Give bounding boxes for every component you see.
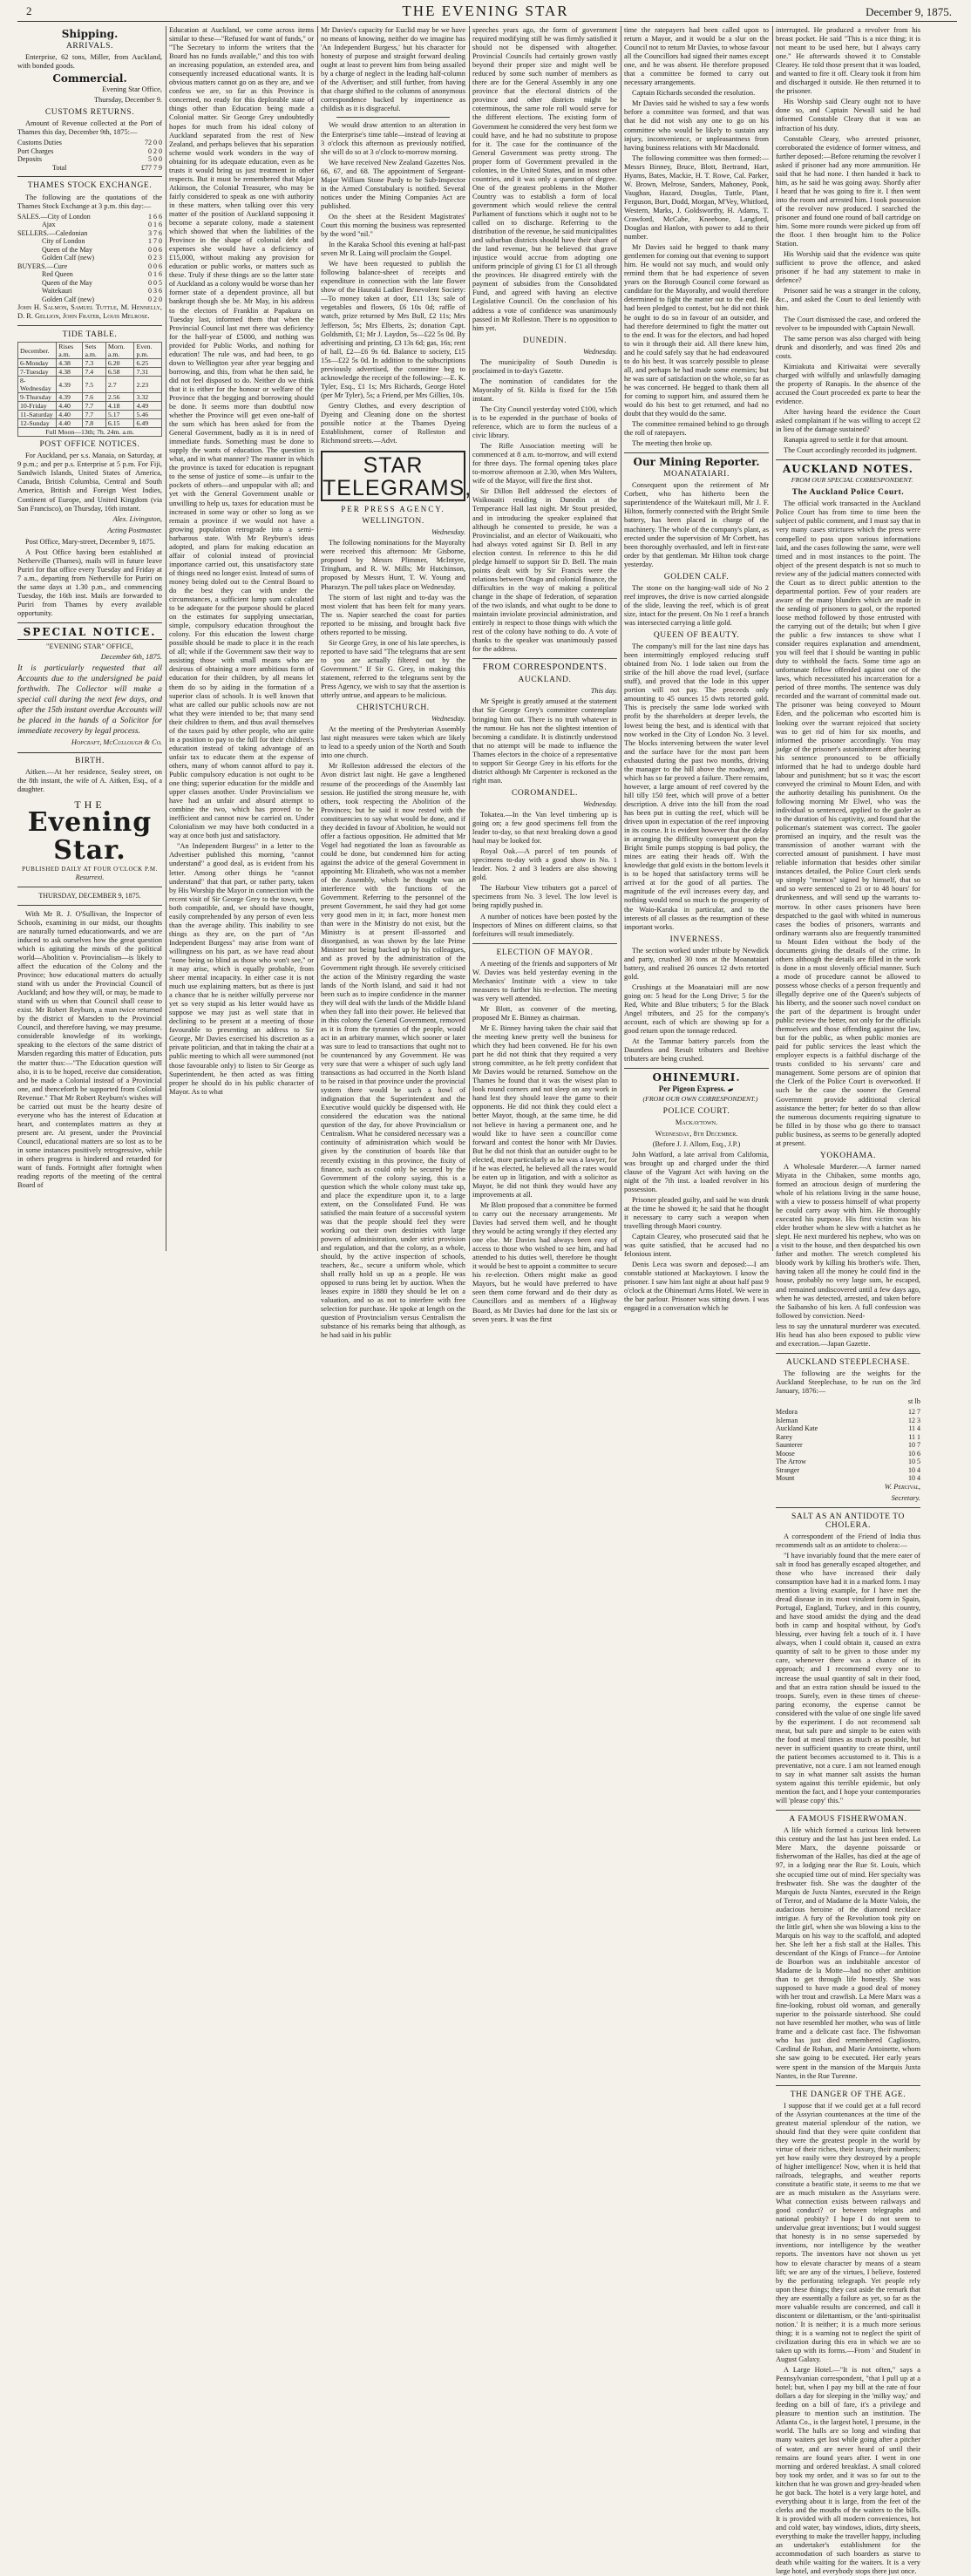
divider xyxy=(17,325,162,326)
table-row xyxy=(17,139,162,147)
court-paragraph: Denis Leca was sworn and deposed:—I am constable stationed at Mackaytown. I know the prisoner. I saw him last night at about half past 9 o'clock at the Ohinemuri Arms Hotel. We were in the bar parlour. Prisoner was sitting down. I was engaged in a conversation which he xyxy=(624,1261,769,1313)
court-paragraph: The same person was also charged with being drunk and disorderly, and was fined 20s and costs. xyxy=(776,334,920,360)
ohinemuri-byline-text: Per Pigeon Express. xyxy=(658,1084,726,1094)
yokohama-heading: YOKOHAMA. xyxy=(819,1151,877,1160)
tide-cell: 2.7 xyxy=(105,377,134,393)
christchurch-day: Wednesday. xyxy=(431,715,465,724)
horse-weight: 10 4 xyxy=(908,1465,920,1474)
election-paragraph: The committee remained behind to go through the roll of ratepayers. xyxy=(624,420,769,438)
table-row xyxy=(776,1466,920,1475)
divider xyxy=(17,622,162,623)
election-paragraph: Mr Davies said he wished to say a few words before a committee was formed, and that was that he did not wish any one to go on his committee who would be likely to sustain any injury, inconvenience, or unpleasantness from having business relations with Mr Macdonald. xyxy=(624,99,769,152)
court-paragraph: interrupted. He produced a revolver from his breast pocket. He said "This is a nice thing; it is not meant to be used here, but I always carry one." He afterwards showed it to Constable Clearey. He told those present that it was loaded, and wanted to fire it off. Cleary took it from him and discharged it outside. He then returned it to the prisoner. xyxy=(776,26,920,96)
divider xyxy=(624,1068,769,1069)
ohinemuri-from: (FROM OUR OWN CORRESPONDENT.) xyxy=(642,1095,758,1104)
customs-total: £77 7 9 xyxy=(141,163,162,172)
horse-name: Rarey xyxy=(776,1432,793,1441)
court-paragraph: Captain Clearey, who prosecuted said that he was quite satisfied, that he accused had no felonious intent. xyxy=(624,1233,769,1259)
wellington-heading: WELLINGTON. xyxy=(362,517,424,527)
horse-weight: 12 3 xyxy=(908,1416,920,1424)
special-notice xyxy=(17,639,162,753)
table-row xyxy=(18,428,162,437)
court-paragraph: His Worship said that the evidence was quite sufficient to prove the offence, and asked prisoner if he had any statement to make in defence? xyxy=(776,250,920,285)
table-row xyxy=(18,393,162,402)
horse-name: Stranger xyxy=(776,1465,800,1474)
court-paragraph: Prisoner said he was a stranger in the colony, &c., and asked the Court to deal leniently with him. xyxy=(776,287,920,313)
telegram-paragraph: Sir George Grey, in one of his late speeches, is reported to have said "The telegrams that are sent to you are actually filtered out by the Government." If Sir G. Grey, in making this statement, referred to the telegrams sent by the Press Agency, we wish to say that the assertion is utterly untrue, and appears to be malicious. xyxy=(321,638,465,700)
divider xyxy=(472,943,617,944)
stock-name: Ajax xyxy=(42,221,56,229)
yokohama-paragraph: A Wholesale Murderer.—A farmer named Miyata in the Chibaken, some months ago, formed an atrocious design of murdering the whole of his relations living in the same house, with a view to possess himself of what property he could carry away with him. He thoroughly executed his purpose. His first victim was his elder brother whom he slew with a hatchet as he slept. He next murdered his nephew, who was on a visit to the house, and then despatched his own father and mother. The wretch completed his bloody work by killing his brother's wife. Then, having taken all the money he could find in the house, probably no very large sum, he escaped, and remained undiscovered until a few days ago, when he was detected, arrested, and taken before the Saibansho of his ken. A full confession was followed by conviction. Need- xyxy=(776,1162,920,1320)
telegram-paragraph: The Rifle Association meeting will be commenced at 8 a.m. to-morrow, and will extend for three days. The formal opening takes place to-morrow afternoon at 2.30, when Mrs Walters, wife of the Mayor, will fire the first shot. xyxy=(472,442,617,486)
news-paragraph: We have been requested to publish the following balance-sheet of receipts and expenditure in connection with the late flower show of the Hauraki Ladies' Benevolent Society:—To money taken at door, £11 13s; sale of vegetables and flowers, £6 10s 0d; raffle of watch, prize returned by Mrs Bull, £2 11s; Mrs Jefferson, 5s; Mrs Elberts, 2s; donation Capt. Goldsmith, £1; Mr J. Laydon, 5s—£22 5s 0d. By advertising and printing, £3 13s 6d; gas, 16s; rent of hall, £2—£6 9s 6d. Balance to society, £15 15s—£22 5s 0d. In addition to the subscriptions previously advertised, the committee beg to acknowledge the receipt of the following:—E. K. Tyler, Esq., £1 1s; Mrs Richards, George Hotel (per Mr Tyler), 5s; a Friend, per Mrs Gillies, 10s. xyxy=(321,260,465,399)
tide-cell: 4.40 xyxy=(57,419,83,428)
exchange-intro: The following are the quotations of the Thames Stock Exchange at 3 p.m. this day:— xyxy=(17,193,162,210)
table-row xyxy=(776,1417,920,1425)
dunedin-day: Wednesday. xyxy=(583,347,617,356)
post-notice-2: A Post Office having been established at Netherville (Thames), mails will in future leave Puriri for that office every Tuesday and Friday at 7 a.m., departing from Netherville for Puriri on the same days at 1.30 p.m., and commencing Tuesday, the 16th inst. Mails are forwarded to Puriri from Thames by every available opportunity. xyxy=(17,547,162,618)
table-header-row xyxy=(18,343,162,359)
horse-name: Medora xyxy=(776,1408,798,1417)
table-row xyxy=(18,411,162,419)
horse-weight: 10 4 xyxy=(908,1474,920,1483)
divider xyxy=(776,1353,920,1354)
stock-name: City of London xyxy=(42,237,85,246)
telegram-paragraph: The following nominations for the Mayoralty were received this afternoon: Mr Gisborne, proposed by Messrs Plimmer, McIntyre, Tringham, and R. W. Mills; Mr Hutchinson, proposed by Messrs Hunt, T. W. Young and Pharazyn. The poll takes place on Wednesday. xyxy=(321,539,465,591)
tide-col-header: Morn. a.m. xyxy=(105,343,134,359)
telegrams-title: STAR TELEGRAMS, xyxy=(323,453,472,501)
table-row xyxy=(17,213,162,221)
tide-cell: 5.17 xyxy=(105,411,134,419)
column-6 xyxy=(776,26,957,2576)
office-line: Evening Star Office, xyxy=(102,85,162,94)
tide-cell: 7.3 xyxy=(83,359,105,368)
table-row xyxy=(17,254,162,262)
golden-calf-heading: GOLDEN CALF. xyxy=(663,572,730,581)
tide-col-header: Even. p.m. xyxy=(134,343,162,359)
auckland-notes-heading: AUCKLAND NOTES. xyxy=(783,463,913,476)
fisherwoman-paragraph: A life which formed a curious link between this century and the last has just been ended. La Mere Marx, the dayenne poissarde or fisherwoman of the Halles, has died at the age of 97, in a lodging near the Rue St. Louis, which she occupied time out of mind. Her specialty was freshwater fish. She was the daughter of the Marquis de Juxta Nantes, executed in the Reign of Terror, and of Madame de la Motte Valois, the audacious heroine of the diamond necklace intrigue. A fury of the Revolution took pity on the little girl, when she was blowing a kiss to the Marquis on his way to the scaffold, and adopted her. She left her a fish stall at the Halles. This descendant of the Kings of France—for Antoine de Bourbon was an indubitable ancestor of Madame de la Motte—had no other ambition than to get through life honestly. She was supposed to have made a good deal of money with her trout and crawfish. La Mere Marx was a fine-looking, robust old woman, and generally superior to the poissarde sisterhood. She could not have resembled her mother, who was of little frame and a delicate cast face. The fishwoman who has just died remembered Cagliostro, Cardinal de Rohan, and Marie Antoinette, whom she saw going to be executed. Her early years were spent in the mansion of the Marquis Juxta Nantes, in the Rue Turenne. xyxy=(776,1826,920,2080)
queen-of-beauty-heading: QUEEN OF BEAUTY. xyxy=(653,631,740,641)
court-paragraph: John Watford, a late arrival from California, was brought up and charged under the third clause of the Vagrant Act with having on the night of the 7th inst. a loaded revolver in his possession. xyxy=(624,1150,769,1193)
mining-paragraph: Consequent upon the retirement of Mr Corbett, who has hitherto been the superintendence of the Waitekauri mill, Mr J. F. Hilton, formerly connected with the Bright Smile battery, has been placed in charge of the machinery. The whole of the company's plant, as erected under the supervision of Mr Corbett, has been thoroughly overhauled, and left in first-rate order by that gentleman. Mr Hilton took charge yesterday. xyxy=(624,481,769,568)
auckland-day: This day. xyxy=(590,687,617,696)
column-3 xyxy=(321,26,472,1340)
customs-value: 0 2 0 xyxy=(148,146,162,155)
election-paragraph: Mr Blott, as convener of the meeting, proposed Mr E. Binney as chairman. xyxy=(472,1004,617,1022)
court-paragraph: Ranapia agreed to settle it for that amount. xyxy=(784,436,908,445)
tide-cell: 2.56 xyxy=(105,393,134,402)
tide-cell: 12-Sunday xyxy=(18,419,57,428)
police-court-heading: POLICE COURT. xyxy=(662,1107,730,1117)
auckland-notes-from: FROM OUR SPECIAL CORRESPONDENT. xyxy=(791,476,913,485)
stock-name: Waitekauri xyxy=(42,287,72,296)
telegram-paragraph: The storm of last night and to-day was the most violent that has been felt for many years. The ss. Napier searched the coast for parties reported to be missing, and brought back five others reported to be missing. xyxy=(321,593,465,636)
tide-cell: 6.25 xyxy=(134,359,162,368)
shipping-heading: Shipping. xyxy=(61,28,119,40)
telegrams-banner xyxy=(321,451,472,501)
steeplechase-intro: The following are the weights for the Auckland Steeplechase, to be run on the 3rd January, 1876:— xyxy=(776,1369,920,1395)
table-row xyxy=(776,1424,920,1433)
customs-value: 72 0 0 xyxy=(145,139,162,147)
election-paragraph: A meeting of the friends and supporters of Mr W. Davies was held yesterday evening in the Mechanics' Institute with a view to take measures to further his re-election. The meeting was very well attended. xyxy=(472,959,617,1003)
tide-cell: 7.7 xyxy=(83,402,105,411)
tide-cell: 10-Friday xyxy=(18,402,57,411)
mining-paragraph: The section worked under tribute by Newdick and party, crushed 30 tons at the Moanataiari battery, and realised 26 ounces 12 dwts retorted gold. xyxy=(624,946,769,981)
tide-col-header: Rises a.m. xyxy=(57,343,83,359)
news-paragraph: In the Karaka School this evening at half-past seven Mr R. Laing will proclaim the Gospel. xyxy=(321,241,465,258)
stock-price: 0 3 6 xyxy=(148,287,162,296)
ohinemuri-byline xyxy=(624,1084,769,1093)
telegram-paragraph: The City Council yesterday voted £100, which is to be expended in the purchase of books of reference, which are to form the nucleus of a civic library. xyxy=(472,404,617,440)
issue-date: December 9, 1875. xyxy=(866,5,952,18)
tide-cell: 7.31 xyxy=(134,368,162,377)
mining-reporter-heading: Our Mining Reporter. xyxy=(633,456,760,469)
tide-cell: 2.23 xyxy=(134,377,162,393)
stock-price: 0 0 6 xyxy=(148,245,162,254)
tide-footnote: Full Moon—13th; 7h. 24m. a.m. xyxy=(18,428,162,437)
coromandel-day: Wednesday. xyxy=(583,799,617,808)
hotel-paragraph: A Large Hotel.—"It is not often," says a Pennsylvanian correspondent, "that I pull up at a hotel; but, when I pay my bill at the rate of four dollars a day for sleeping in the 'milky way,' and feeding on a bill of fare, it's a privilege and pleasure to mention such an institution. The Atlanta Co., is the largest hotel, I presume, in the world. The halls are so long and winding that many waiters get lost while going after a pitcher of water, and are never heard of until their remains are found years after. I went in one morning and ordered breakfast. A small colored boy took my order, and it was so far out to the kitchen that he was grown and grey-headed when he got back. The hotel is a very large hotel, and everything about it is large, from the feet of the clerks and the mouths of the waiters to the bills. It is provided with all modern conveniences, hot and cold water, bay windows, idiots, dirty sheets, everything to make the traveller happy, including an undertaker's establishment for the accommodation of such boarders as starve to death while waiting for the waiters. It is a very large hotel, and everybody stops there just once. xyxy=(776,2366,920,2576)
court-paragraph: After having heard the evidence the Court asked complainant if he was willing to accept £2 in lieu of the damage sustained? xyxy=(776,407,920,434)
tide-cell: 7.4 xyxy=(83,368,105,377)
table-row xyxy=(17,246,162,255)
telegram-paragraph: The nomination of candidates for the Mayoralty of St. Kilda is fixed for the 15th instant. xyxy=(472,377,617,403)
divider xyxy=(776,2085,920,2086)
table-row xyxy=(18,359,162,368)
court-continuation xyxy=(776,26,920,2576)
table-row xyxy=(17,270,162,279)
divider xyxy=(472,658,617,659)
fisherwoman-heading: A FAMOUS FISHERWOMAN. xyxy=(789,1815,907,1825)
tide-cell: 6.20 xyxy=(105,359,134,368)
post-signature-title: Acting Postmaster. xyxy=(107,526,162,534)
horse-name: Auckland Kate xyxy=(776,1424,818,1433)
divider xyxy=(17,176,162,177)
tide-cell: 6-Monday xyxy=(18,359,57,368)
divider xyxy=(776,459,920,460)
post-signature: Alex. Livingston, xyxy=(112,514,162,523)
column-2 xyxy=(169,26,314,1251)
election-paragraph: Captain Richards seconded the resolution. xyxy=(632,89,756,98)
election-paragraph: time the ratepayers had been called upon to return a Mayor, and it would be a slur on the Council not to return Mr Davies, to whose favour all the Councillors had signed their names except one, and he was absent. He therefore proposed that a committee be formed to carry out necessary arrangements. xyxy=(624,26,769,87)
moanataiari-heading: MOANATAIARI. xyxy=(663,470,730,479)
news-paragraph: We would draw attention to an alteration in the Enterprise's time table—instead of leaving at 3 o'clock this afternoon as previously notified, she will do so at 3 o'clock to-morrow morning. xyxy=(321,121,465,156)
tide-cell: 7.5 xyxy=(83,377,105,393)
election-paragraph: Mr Davies said he begged to thank many gentlemen for coming out that evening to support him. He would not say much, and would only remind them that he had experience of seven years on the Borough Council come forward as candidate for the Mayoralty, and would therefore determined to fight the matter out to the end. He had been pledged to contest, but he did not think he ought to do so in favour of an outsider, and had therefore determined to fight the matter out to the end. It was for the electors, and had hoped to win it through their aid. All there knew him, and he could safely say that he had endeavoured to do his best. It was scarcely possible to please all, and perhaps he had made some enemies; but he was sure of satisfaction on the whole, so far as he was concerned. He begged to thank them all for coming to support him, and assured them he would do his best to get returned, and had no doubt that they would do the same. xyxy=(624,243,769,418)
salt-heading: SALT AS AN ANTIDOTE TO CHOLERA. xyxy=(791,1512,906,1530)
stock-price: 0 2 3 xyxy=(148,254,162,262)
stock-price: 1 6 6 xyxy=(148,212,162,221)
tide-cell: 6.49 xyxy=(134,419,162,428)
steeplechase-signature-title: Secretary. xyxy=(891,1493,920,1502)
pigeon-icon xyxy=(727,1086,734,1093)
nameplate-the: THE xyxy=(74,798,105,811)
stock-price: 1 7 0 xyxy=(148,237,162,246)
masthead-rule xyxy=(17,21,957,22)
horse-name: Saunterer xyxy=(776,1441,803,1450)
tide-cell: 4.38 xyxy=(57,368,83,377)
special-notice-heading: SPECIAL NOTICE. xyxy=(23,626,157,639)
newspaper-title: THE EVENING STAR xyxy=(402,3,569,19)
customs-heading: CUSTOMS RETURNS. xyxy=(44,108,135,118)
mining-paragraph: At the Tammar battery parcels from the Dauntless and Result tributers and Beehive tributers are being crushed. xyxy=(624,1037,769,1064)
horse-name: Isleman xyxy=(776,1416,798,1424)
tide-col-header: December. xyxy=(18,343,57,359)
birth-notice: Aitken.—At her residence, Sealey street, on the 8th instant, the wife of A. Aitken, Esq., of a daughter. xyxy=(17,768,162,794)
page-number: 2 xyxy=(26,4,32,17)
horse-name: The Arrow xyxy=(776,1458,806,1466)
customs-label: Deposits xyxy=(17,155,42,164)
editorial-paragraph: "An Independent Burgess" in a letter to the Advertiser published this morning, "cannot understand" a good deal, as is evident from his letter. Among other things he "cannot understand" that that part, or rather party, taken by His Worship the Mayor in connection with the recent visit of Sir George Grey to the town, were both compatible, and, we should have thought, easily comprehended by any person of even less than the average ability. This inability to see things as they are, on the part of "An Independent Burgess" may arise from want of willingness on his part, as we have read about "none being so blind as those who won't see," or it may arise, which is equally probable, from sheer mental incapacity. In either case it is not much use explaining matters, but as there is just a chance that he is neither wilfully perverse nor yet so very stupid as his letter would have us suppose we may just as well state that in declining to be present at a meeting of those favourable to presenting an address to Sir George, Mr Davies exercised his discretion as a private politician, and that in taking the chair at a public meeting to which all were summoned (not those favourable only) to listen to Sir George as Superintendent, he then acted as was fitting proper he should do in his public character of Mayor. As to what xyxy=(169,842,314,1096)
table-row xyxy=(17,147,162,156)
tide-cell: 9-Thursday xyxy=(18,393,57,402)
auckland-heading: AUCKLAND. xyxy=(518,676,572,685)
tide-cell: 7.8 xyxy=(83,419,105,428)
post-notice-1: For Auckland, per s.s. Manaia, on Saturday, at 9 p.m.; and per p.s. Enterprise at 5 p.m. For Fiji, Sandwich Islands, United States of America, Canada, British Columbia, Central and South America, British and Foreign West Indies, Continent of Europe, and United Kingdom (via San Francisco), on Thursday, 16th instant. xyxy=(17,452,162,513)
stock-price: 0 0 5 xyxy=(148,278,162,287)
tide-cell: 4.18 xyxy=(105,402,134,411)
tide-cell: 7.6 xyxy=(83,393,105,402)
customs-total-label: Total xyxy=(52,163,67,172)
tide-cell: 6.15 xyxy=(105,419,134,428)
divider xyxy=(776,1810,920,1811)
divider xyxy=(336,117,450,118)
news-paragraph: On the sheet at the Resident Magistrates' Court this morning the business was represented by the word "nil." xyxy=(321,212,465,239)
table-row xyxy=(776,1458,920,1466)
tide-cell: 4.40 xyxy=(57,402,83,411)
stock-name: BUYERS.—Cure xyxy=(17,262,68,270)
notes-paragraph: The official work transacted in the Auckland Police Court has from time to time been the subject of public comment, and I must say that in very many cases strictures which the press were compelled to pass upon various informations laid, and the cases following the same, were well timed and in most instances to the point. The object of the present despatch is not so much to review any of the judicial matters connected with the Court as to direct public attention to the departmental portion. Few of your readers are aware of the many blunders which are made in the sending of prisoners to gaol, or the reported loose method followed by those entrusted with the carrying out of the details; but when I give the public a few instances to show what I consider requires explanation and amendment, you will feel that I should be wanting in public duty to withhold the facts. Some time ago an unfortunate fellow offended against one of the laws, which necessitated his incarceration for a period of three months. The sentence was duly recorded and the warrant of committal made out. The prisoner was being conveyed to Mount Eden, and the policeman who escorted him is looking over the warrant rejoiced that society was to get rid of him for six months, and informed the prisoner accordingly. You may judge of the prisoner's astonishment after hearing his sentence pronounced to be officially informed that he had to undergo double hard labour and punishment; but so it was; the escort conveyed the criminal to Mount Eden, and with the authority detailing his punishment. On the following morning Mr Elwel, who was the individual so sentenced, applied to the gaoler as to the duration of his captivity, and found that the policeman's statement was correct. The gaoler promised an inquiry, and the result was the transmission of another warrant with the corrected amount of punishment. I have most reliable information that besides other similar instances detailed, the Police Court clerk sends up simply "memos" signed by himself, that so and so were sentenced to 21 or to 48 hours' for drunkenness, and will send up the warrants to-morrow. In other cases prisoners have been despatched to the gaol with whited in numerous cases the bodies of prisoners, warrants and ordinary warrants also are frequently transmitted to Mount Eden without the body of the documents giving the details of the crime. In others although the details are filled in the work is done in a most slovenly official manner. Such a mode of procedure cannot be allowed to possess whose checks of a person frequently and illegally deprive one of the Queen's subjects of his liberty, and the sooner such novel conduct on the part of the department is brought under public review the better, not only for the officials themselves and those offending against the law, but for the public, as when public monies are paid for public services the least which the employer expects is a faithful discharge of the trusts confided to his servants' care and management. Some persons are of opinion that the Clerk of the Police Court is overworked. If such be the case the sooner the General Government provide additional clerical assistance the better; for better do so than allow the numerous documents requiring signature to be filled in by those who go there to transact public business, as seems to be generally adopted at present. xyxy=(776,500,920,1147)
correspondent-paragraph: Mr Speight is greatly amused at the statement that Sir George Grey's committee contemplate bringing him out. There is no truth whatever in the rumour. He has not the slightest intention of becoming a candidate. It is distinctly understood that no attempt will be made to influence the Thames electors in the choice of a representative to support Sir George Grey in his efforts for the district although Mr Carpenter is reckoned as the right man. xyxy=(472,697,617,785)
masthead xyxy=(0,0,971,23)
column-5 xyxy=(624,26,769,1313)
column-4 xyxy=(472,26,617,1323)
editorial-paragraph: With Mr R. J. O'Sullivan, the Inspector of Schools, examining in our midst, our thoughts are naturally turned educationwards, and we are induced to ask ourselves how the great question which is agitating the minds of the political world—Abolition v. Provincialism—is likely to affect the education of the Colony and the Province; how educational matters do actually stand with us under the Provincial Council of Auckland; and how they will, or may, be made to stand with us when that Council shall cease to exist. Mr Robert Reyburn, a man twice returned by the district of Marsden to the Provincial Council, and therefore having, we may presume, considerable knowledge of its workings, speaking to the electors of the same district of Marsden regarding this matter of Education, puts the matter thus:—"The Education question will also, it is to be hoped, receive due consideration, and be made a Colonial instead of a Provincial one, and thenceforth be supported from Colonial Revenue." That Mr Robert Reyburn's wishes will be carried out must be the hearty desire of everyone who has the interest of Education at heart, and contemplates matters as they at present are. At present, under the Provincial Council, educational matters are so lost as to be in some instances positively retrogressive, while in others progress is hindered and retarded for want of funds. Fortnight after fortnight when reading reports of the meeting of the central Board of xyxy=(17,909,162,1190)
stock-price: 0 1 6 xyxy=(148,221,162,229)
tide-cell: 4.39 xyxy=(57,393,83,402)
tide-cell: 4.38 xyxy=(57,359,83,368)
court-paragraph: Prisoner pleaded guilty, and said he was drunk at the time he showed it; he said that he thought it necessary to carry such a weapon when travelling through Maori country. xyxy=(624,1195,769,1230)
news-paragraph: Mr Davies's capacity for Euclid may be we have no means of knowing, neither do we imagine has 'An Independent Burgess,' but his character for honesty of purpose and straight forward dealing ought at least to prevent him from being assailed by a charge of neglect in the leading half-column of the Advertiser; and still further, from having that charge shifted to the columns of anonymous correspondence backed by impertinence as childish as it is disgraceful. xyxy=(321,26,465,113)
table-row xyxy=(17,229,162,238)
stock-name: SELLERS.—Caledonian xyxy=(17,228,88,237)
court-paragraph: His Worship said Cleary ought not to have done so, and Captain Newall said he had informed Constable Cleary that it was an infraction of his duty. xyxy=(776,98,920,133)
table-row xyxy=(776,1474,920,1483)
divider xyxy=(624,452,769,453)
table-row xyxy=(17,262,162,271)
stock-name: Queen of the May xyxy=(42,278,92,287)
special-notice-signature: Hopcraft, McCullough & Co. xyxy=(71,738,162,747)
wellington-day: Wednesday. xyxy=(431,528,465,537)
correspondents-heading: FROM CORRESPONDENTS. xyxy=(482,663,608,673)
mining-paragraph: Crushings at the Moanataiari mill are now going on: 5 head for the Long Drive; 5 for the Red, White and Blue tributers; 5 for the Black Angel tributers, and 25 for the company's account, each of which are showing up for a good return upon the tonnage reduced. xyxy=(624,982,769,1036)
advertisement: Gentry Clothes, and every description of Dyeing and Cleaning done on the shortest possible notice at the Thames Dyeing Establishment, corner of Rolleston and Richmond streets.—Advt. xyxy=(321,401,465,445)
horse-weight: 11 4 xyxy=(908,1424,920,1433)
brokers: John H. Salmon, Samuel Tuttle, M. Hennelly, D. R. Gellion, John Frater, Louis Melrose. xyxy=(17,303,162,321)
dunedin-heading: DUNEDIN. xyxy=(522,336,567,345)
steeplechase-signature: W. Percival, xyxy=(884,1482,920,1491)
horse-weight: 12 7 xyxy=(908,1408,920,1417)
special-notice-date: December 6th, 1875. xyxy=(100,653,162,662)
evening-star-nameplate xyxy=(17,800,162,882)
special-notice-text: It is particularly requested that all Accounts due to the undersigned be paid forthwith. The Collector will make a special call during the next few days, and after the 15th instant overdue Accounts will be placed in the hands of a Solicitor for immediate recovery by legal process. xyxy=(17,664,162,737)
office-date: Thursday, December 9. xyxy=(93,96,162,105)
salt-paragraph: "I have invariably found that the mere eater of salt in food has generally escaped altogether, and those who have increased their daily consumption have had it in a marked form. I may mention a living example, for I have met the dread disease in its most virulent form in Spain, Portugal, England, Turkey, and in this country, and have stood amidst the dying and the dead both in camp and hospital without, by God's blessing, ever having felt a touch of it. I have always, when I could obtain it, caused an extra quantity of salt to be given to those under my care, whenever there was a chance of its approach; and I recommend every one to increase the usual quantity of salt in their food, and that an extra ration should be issued to the troops. Surely, even in these times of cheese-paring economy, the expense cannot be considered with the value of one single life saved by the experiment. I do not recommend salt meat, but salt pure and simple to be eaten with the food at meal times as much as possible, but never in sufficient quantity to create thirst, until the patient becomes accustomed to it. This is a preventative, not a cure. I am not learned enough to say in what manner salt assists the human system against this terrible epidemic, but only mention the fact, and I hope your contemporaries will 'please copy' this." xyxy=(776,1551,920,1805)
stock-name: Golden Calf (new) xyxy=(42,295,94,303)
column-1 xyxy=(17,26,162,1251)
horse-weight: 11 1 xyxy=(908,1432,920,1441)
stock-name: Queen of the May xyxy=(42,245,92,254)
tide-cell: 3.32 xyxy=(134,393,162,402)
customs-intro: Amount of Revenue collected at the Port of Thames this day, December 9th, 1875:— xyxy=(17,119,162,137)
arrivals-heading: ARRIVALS. xyxy=(65,42,114,51)
tide-cell: 11-Saturday xyxy=(18,411,57,419)
danger-heading: THE DANGER OF THE AGE. xyxy=(790,2090,906,2099)
mining-paragraph: The company's mill for the last nine days has been intermittingly employed reducing stuff obtained from No. 1 lode taken out from the strike of the hill above the road level, (surface stuff), and proved that the lode in this upper portion will not pay. The proceeds only amounting to 45 ounces 15 dwts retorted gold. This is precisely the same lode worked with profit by the shareholders at deeper levels, the lowest being the best, and is identical with that now worked in the City of London No. 3 level. The blocks intervening between the water level and the surface have for the most part been exhausted during the past two months, driving the manager to the hill above the roadway, and which has so far proved a failure. There remains, however, a large amount of reef covered by the hill tilly 150 feet, which will prove of a better description. A drive into the hill from the road has been put in cutting the reef, which will be driven upon in expectation of the reef improving in its course. It is evident however that the delay in arranging the difficulty consequent upon the Bright Smile pumps stopping is bad policy, the mines are eating their heads off. With the knowledge that gold exists in the bottom levels it is to be hoped that satisfactory terms will be arrived at for the good of all parties. The magnitude of the evil increases every day, and nothing would tend so much to the prosperity of the Waio-Karaka in particular, and to the interests of all classes as the resumption of these important works. xyxy=(624,642,769,931)
post-heading: POST OFFICE NOTICES. xyxy=(39,440,140,450)
tide-cell: 7-Tuesday xyxy=(18,368,57,377)
news-paragraph: We have received New Zealand Gazettes Nos. 66, 67, and 68. The appointment of Sergeant-Major William Stone Pardy to be Sub-Inspector in the Armed Constabulary is notified. Several notices under the Mining Companies Act are published. xyxy=(321,158,465,210)
horse-weight: 10 5 xyxy=(908,1458,920,1466)
table-row xyxy=(18,419,162,428)
tide-cell: 5.46 xyxy=(134,411,162,419)
stock-price: 0 0 6 xyxy=(148,262,162,270)
police-place: Mackaytown. xyxy=(675,1118,718,1127)
commercial-heading: Commercial. xyxy=(52,72,127,85)
telegram-paragraph: The municipality of South Dunedin is proclaimed in to-day's Gazette. xyxy=(472,357,617,375)
tide-cell: 8-Wednesday xyxy=(18,377,57,393)
tide-cell: 4.40 xyxy=(57,411,83,419)
tide-heading: TIDE TABLE. xyxy=(62,330,118,340)
tide-cell: 6.58 xyxy=(105,368,134,377)
special-notice-office: "EVENING STAR" OFFICE, xyxy=(46,642,133,651)
table-row xyxy=(18,377,162,393)
telegram-paragraph: Mr Rolleston addressed the electors of the Avon district last night. He gave a lengthened resume of the proceedings of the Assembly last session. He justified the strong measure he, with others, took respecting the Abolition of the Provinces; but he said it now rested with the constituencies to say what would be done, and if they decided in favour of Abolition, he would not offer a factious opposition. He admitted that Mr Vogel had negotiated the loan as favourable as could be done, but condemned him for acting against the advice of the general Government in appointing Mr. Elizabeth, who was not a member of the Assembly, which he thought was an interference with the functions of the Government. Referring to the personnel of the present Government, he said they had got some very good men in it; in fact, more honest men than were in the Ministry do not exist, but the Ministry is at present ill-assorted and disorganised, as was shown by the late Prime Minister not being backed up by his colleagues, and as proved by the administration of the Government right through. He severely criticised the action of the Ministry regarding the waste lands of the North Island, and said it had not been such as to inspire confidence in the manner they will deal with the lands of the Middle Island when they fall into their power. He believed that in this colony the General Government, removed as it is from the tyrannies of the people, would act in an arbitrary manner, which sooner or later was sure to lead to transactions that ought not to be countenanced by any Government. He was very sure that were a whisper of such ugly land transactions as had occurred in the North Island to be raised in that province under the provincial system there would be such a howl of indignation that the Superintendent and the Executive would quickly be dispensed with. He considered the education was the national question of the day, for above Provincialism or Centralism. What he considered necessary was a continuity of administration which would be given by the constitution of boards like that recently existing in this province, the fixity of finance, such as could only be secured by the Government of the colony saying, this is a question which the whole colony must take up, and place the expenditure upon it, to a large extent, on the Consolidated Fund. He was satisfied the main feature of a successful system was that the people should feel they were working out their own destinies with large powers of administration, under strict provision and regulation, and that the colony, as a whole, should, by the active inspection of schools, teachers, &c., secure a uniform whole, which shall really hold us up as a people. He was opposed to runs being let by auction. When the leases expire in 1880 they should be let on a valuation, and so as not to interfere with free selection for purchase. He spoke at length on the question of Provincialism versus Centralism the substance of his remarks being that although, as he had said in his public xyxy=(321,762,465,1340)
stock-price: 3 7 6 xyxy=(148,228,162,237)
police-before: (Before J. J. Allom, Esq., J.P.) xyxy=(652,1139,741,1148)
horse-weight: 10 7 xyxy=(908,1441,920,1450)
divider xyxy=(17,905,162,906)
table-row xyxy=(17,279,162,288)
table-row xyxy=(17,296,162,304)
election-paragraph: The following committee was then formed:—Messrs Binney, Bruce, Blott, Bertrand, Hart, Hyams, Bates, Mackie, H. T. Rowe, Cal. Parker, W. Brown, Melrose, Sanders, Mahoney, Pook, Vaughan, Hazard, Douglas, Tuttle, Plant, Ferguson, Burt, Dodd, Morgan, M'Vey, Whitford, Western, Marks, J. Goldsworthy, H. Adams, T. Crawford, McCabe, Kneebone, Langford, Douglas and Hanlon, with power to add to their number. xyxy=(624,153,769,241)
correspondent-paragraph: A number of notices have been posted by the Inspectors of Mines on different claims, so that forfeitures will result immediately. xyxy=(472,912,617,938)
customs-label: Port Charges xyxy=(17,146,54,155)
police-date: Wednesday, 8th December. xyxy=(655,1129,738,1138)
post-date: Post Office, Mary-street, December 9, 1875. xyxy=(25,537,155,546)
election-heading: ELECTION OF MAYOR. xyxy=(496,948,594,957)
nameplate-title: Evening Star. xyxy=(27,806,153,866)
telegrams-byline: PER PRESS AGENCY. xyxy=(341,505,445,514)
table-row xyxy=(776,1408,920,1417)
stock-name: SALES.—City of London xyxy=(17,212,91,221)
table-row xyxy=(776,1441,920,1450)
stock-name: Golden Calf (new) xyxy=(42,254,94,262)
telegram-paragraph: speeches years ago, the form of government required modifying still he was firmly satisfied it should not be dispensed with altogether. Provincial Councils had certainly grown vastly beyond their proper size and might well be reduced by some such number of members as there are for the General Assembly in any one province that the electoral districts of the province and other districts might be coterminous, the same role roll would serve for the different elections. The existing form of Government he considered the very best form we could have, and he had no substitute to propose for it. The case for the continuance of the General Government was pretty strong. The proper form of Government prevailed in the colonies, in the United States, and in most other countries, and it was only a question of degree. One of the greatest problems in the Mother Country was to establish a form of local government which would relieve the central Parliament of functions which it ought not to be called on to discharge. Referring to the distribution of the revenue, he said municipalities and suburban districts should have their share of the land revenue, but he believed that grave injustice would accrue from adopting one uniform principle of giving £1 for £1 all through the provinces. He disagreed entirely with the payment of subsidies from the Consolidated Fund, and agreed with having an elective Legislative Council. On the conclusion of his address a vote of confidence was unanimously passed in Mr Rolleston. There is no opposition to him yet. xyxy=(472,26,617,332)
election-paragraph: The meeting then broke up. xyxy=(632,439,713,448)
tide-table xyxy=(17,342,162,437)
danger-paragraph: I suppose that if we could get at a full record of the Assyrian countenances at the time of the greatest material splendour of the nation, we should find that they were quite confident that they were the greatest people in the world by virtue of their riches, their luxury, their numbers; yet how easily were they destroyed by a people of higher intelligence! Now, when it is held that railroads, telegraphs, and weather reports constitute a beatific state, it seems to me that we are as much mistaken as the Assyrians were. What connection exists between railways and good conduct? or between telegraphs and national probity? I hope I do not seem to undervalue great inventions; but I would suggest that honesty is in no sense superseded by inventions, nor intelligence by the weather reports. The inventors have not shown us yet how to elevate character by means of a steam lift; we are any of the virtues, I believe, fostered by the perforating telegraph. Yet people rely upon these things; they cast aside the remark that they are essentially a failure as yet, so far as the more valuable results are concerned, and call it discontent or dilettantism, or the 'anti-spiritualist notion.' It is neither; it is a much more serious thing; it is a warning not to neglect the spirit of civilization during this era in which we are so taken up with its forms.—From ' and Student' in August Galaxy. xyxy=(776,2101,920,2364)
correspondent-paragraph: The Harbour View tributers got a parcel of specimens from No. 3 level. The low level is being rapidly pushed in. xyxy=(472,884,617,910)
arrivals-text: Enterprise, 62 tons, Miller, from Auckland, with bonded goods. xyxy=(17,53,162,71)
customs-label: Customs Duties xyxy=(17,139,62,147)
editorial-paragraph: Education at Auckland, we come across items similar to these—"Refused for want of funds," or "The Secretary to inform the writers that the Board has no funds available," and this too with an increasing population, an extended area, and consequently increased educational wants. It is obvious matters cannot go on as they are, and we confess we are, so far as this Province is concerned, no ready for this deplorable state of things other than Education being made a Colonial matter. Sir George Grey undoubtedly hopes for much from his ideal colony of Auckland separated from the rest of New Zealand, and perhaps believes that his separation scheme would work wonders in the way of obtaining for its adequate education, even as he trusts it would bring us just treatment in other respects. But it must be remembered that Major Atkinson, the Colonial Treasurer, who may be fairly considered to speak as one with authority in these matters, when talking over this very matter of the position of Auckland supposing it become a separate colony, made a statement which showed that when the liabilities of the Province in the shape of colonial debt and expenses she would have a deficiency of £15,000, without making any provision for education or public works, or matters such as these. Truly if these things are so the latter state of Auckland as a colony would be worse than her former state of a dependent province, all but bankrupt though she be. Mr May, in his address to the electors of Franklin at Papakura on Tuesday last, informed them that when the Provincial Council last met there was deficiency for the half-year of £5000, and nothing was provided for Public Works, and nothing for education! The rule was, and had been, to go down to Wellington year after year begging and borrowing, and this, from what he then said, he did not feel disposed to do. Neither do we think that it is either for the honour or welfare of the Province that the begging and borrowing should be done. It seems more than doubtful now whether the Province will get even one-half of the sum which has been asked for from the General Government, badly as it is in need of immediate funds. Something must be done to supply the wants of education. The question is what, and in what manner? The manner in which the province is taxed for education is repugnant to the sense of justice of some—is unfair to the pockets of others—and unpopular with all; and yet with the General Government unable or unwilling to help us, taxes for education must be increased in some way or other so long as we remain a province if we would not have a growing population retrograde into a semi-barbarous state. With Mr Reyburn's ideas adopted, and plans for making education an affair of colonial instead of provincial importance carried out, this unsatisfactory state of things need no longer exist. Instead of sums of money being doled out to the Central Board to do the best they can with under the circumstances, a sufficient lump sum calculated to be adequate for the purpose should be placed on the estimates for supplying unsectarian, simple, compulsory education throughout the colony. For this education the lowest charge possible should be made to place it in the reach of all; while if the Government saw their way to assisting those with small means who are desirous of obtaining a more ambitious form of education for their children, by all means let them do so by aiding in the formation of a superior class of schools. It is well known that what are called our public schools now are not what they were intended to be; that many send their children to them, and thus avail themselves of the taxes paid by other people, who are quite in a position to pay to the full for their children's education instead of taking advantage of an unfair tax to educate them at the expense of others, many of whom cannot afford to pay it. Public compulsory education is not ought to be one thing; superior education for the middle and upper classes another. Under Provincialism we have had an unfair and absurd attempt to combine the two, which has proved to be inefficient and cannot now be carried on. Under Colonialism we may have both conducted in a way at once both just and satisfactory. xyxy=(169,26,314,840)
stock-price: 0 1 6 xyxy=(148,270,162,279)
nameplate-published: PUBLISHED DAILY AT FOUR O'CLOCK P.M. xyxy=(22,865,158,873)
tide-col-header: Sets a.m. xyxy=(83,343,105,359)
table-row xyxy=(776,1450,920,1458)
column-rule xyxy=(772,26,773,1251)
exchange-heading: THAMES STOCK EXCHANGE. xyxy=(27,181,153,191)
column-rule xyxy=(469,26,470,1251)
customs-table xyxy=(17,139,162,172)
correspondent-paragraph: Tokatea.—In the Van level timbering up is going on; a few good specimens fell from the leader to-day, so that next breaking down a good haul may be looked for. xyxy=(472,810,617,846)
table-row xyxy=(776,1433,920,1442)
table-row xyxy=(17,221,162,229)
christchurch-heading: CHRISTCHURCH. xyxy=(356,703,430,713)
election-paragraph: Mr E. Binney having taken the chair said that the meeting knew pretty well the business for which they had been convened. He for his own part he did not think that they required a very strong committee, as he felt pretty confident that Mr Davies would be returned. Somehow on the Thames he found that it was the wisest plan to look round corners and not sleep on any work in hand lest they should leave the game to their opponents. He did not think they could elect a better Mayor, though, at the same time, he did not believe in having a permanent one, and he would like to have seen a councillor come forward and contest the honor with Mr Davies. But he did not think that an outsider ought to be elected, more particularly as he was a lawyer, for if he was elected, he believed all the rates would be eaten up in litigation, and with a solicitor as Mayor, he did not think they would have any improvements at all. xyxy=(472,1024,617,1199)
horse-name: Mount xyxy=(776,1474,795,1483)
stock-table xyxy=(17,213,162,304)
customs-value: 5 0 0 xyxy=(148,155,162,164)
court-paragraph: The Court accordingly recorded its judgment. xyxy=(784,446,918,455)
horse-name: Moose xyxy=(776,1449,795,1458)
yokohama-paragraph: less to say the unnatural murderer was executed. His head has also been exposed to public view and execration.—Japan Gazette. xyxy=(776,1322,920,1348)
column-rule xyxy=(317,26,318,1251)
inverness-heading: INVERNESS. xyxy=(669,935,723,944)
steeplechase-heading: AUCKLAND STEEPLECHASE. xyxy=(786,1357,910,1367)
telegram-paragraph: At the meeting of the Presbyterian Assembly last night measures were taken which are likely to lead to a speedy union of the North and South into one church. xyxy=(321,725,465,760)
stock-name: Red Queen xyxy=(42,270,73,279)
table-row xyxy=(18,402,162,411)
tide-cell: 7.7 xyxy=(83,411,105,419)
nameplate-motto: Resurrexi. xyxy=(75,873,105,881)
divider xyxy=(776,1507,920,1508)
court-paragraph: Constable Cleary, who arrested prisoner, corroborated the evidence of former witness, and further deposed:—Before returning the revolver I asked if prisoner had any more ammunition. He said that he had none. I then handed it back to him, as he said he was going away. Shortly after I heard that he was going to fire it. I then went into the room and arrested him. I took possession of the revolver now produced. I searched the prisoner and found one round of ball cartridge on him. Some more rounds were picked up from off the floor. I then brought him to the Police Station. xyxy=(776,134,920,248)
steeplechase-unit: st lb xyxy=(907,1397,920,1406)
auckland-police-court-heading: The Auckland Police Court. xyxy=(791,488,905,498)
stock-price: 0 2 0 xyxy=(148,295,162,303)
table-row xyxy=(18,368,162,377)
table-row xyxy=(17,164,162,173)
tide-cell: 4.49 xyxy=(134,402,162,411)
court-paragraph: The Court dismissed the case, and ordered the revolver to be impounded with Captain Newall. xyxy=(776,315,920,332)
election-paragraph: Mr Blott proposed that a committee be formed to carry out the necessary arrangements. Mr Davies had served them well, and he thought they would be acting wrongly if they elected any one else. Mr Davies had always been easy of access to those who wished to see him, and had attended to his duties well, therefore he thought it would be best to appoint a committee to secure his re-election. Others might make as good Mayors, but he would have preferred to have seen them come forward and do their duty as Councillors and as members of a Highway Board, as Mr Davies had done for the last six or seven years. It was the first xyxy=(472,1200,617,1323)
court-paragraph: Kimiakuta and Kiriwaitai were severally charged with wilfully and unlawfully damaging the property of Ranapis. In the absence of the accused the Court proceeded ex parte to hear the evidence. xyxy=(776,362,920,405)
telegram-paragraph: Sir Dillon Bell addressed the electors of Waikouaiti residing in Dunedin at the Temperance Hall last night. Mr Stout presided, and in introducing the speaker explained that although he consented to preside, he was a Provincialist, and an elector of Waikouaiti, who had always voted against Sir D. Bell in any election contest. In reference to this he did pledge himself to support Sir D. Bell. The main points dealt with by Sir Francis were the relations between Otago and colonial finance, the difficulties in the way of making a political change in the shape of federation, of separation of the two islands, and what ought to be done to maintain inviolate provincial administration, and entirely in respect to those things with which the rest of the colony have nothing to do. A vote of thanks to the speaker was unanimously passed for the address. xyxy=(472,487,617,654)
birth-heading: BIRTH. xyxy=(75,757,105,766)
correspondent-paragraph: Royal Oak.—A parcel of ten pounds of specimens to-day with a good show in No. 1 leader. Nos. 2 and 3 leaders are also showing gold. xyxy=(472,847,617,882)
mining-paragraph: The stone on the hanging-wall side of No 2 reef improves, the drive is now carried alongside of the slide, leaving the reef, which is of great size, intact for the present. On No 1 reef a branch was intersected carrying a little gold. xyxy=(624,583,769,627)
table-row xyxy=(17,237,162,246)
table-row xyxy=(17,287,162,296)
table-row xyxy=(17,155,162,164)
coromandel-heading: COROMANDEL. xyxy=(511,788,578,798)
salt-paragraph: A correspondent of the Friend of India thus recommends salt as an antidote to cholera:— xyxy=(776,1532,920,1549)
steeplechase-table xyxy=(776,1408,920,1483)
tide-cell: 4.39 xyxy=(57,377,83,393)
horse-weight: 10 6 xyxy=(908,1449,920,1458)
editorial-date: THURSDAY, DECEMBER 9, 1875. xyxy=(38,891,141,900)
ohinemuri-heading: OHINEMURI. xyxy=(652,1071,741,1084)
